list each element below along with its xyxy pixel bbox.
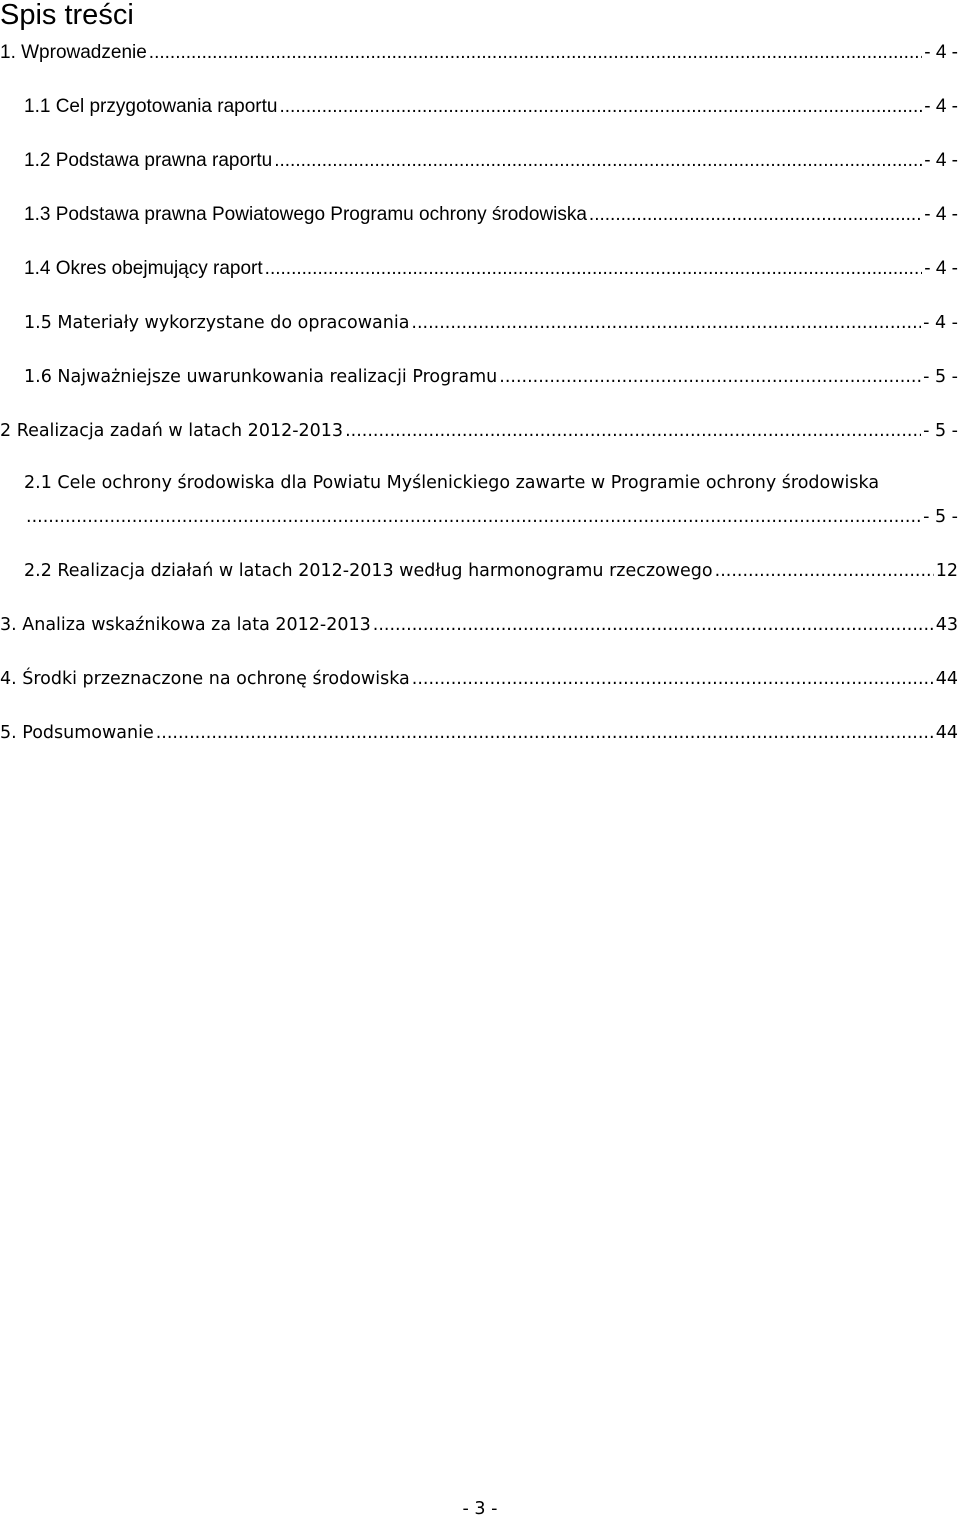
toc-entry-page: - 4 - <box>924 204 958 225</box>
toc-entry-label: 4. Środki przeznaczone na ochronę środowiska <box>0 669 410 689</box>
toc-entry-label: 1.1 Cel przygotowania raportu <box>24 96 278 117</box>
toc-entry-label: 2.2 Realizacja działań w latach 2012-2013 według harmonogramu rzeczowego <box>24 561 713 581</box>
dot-leader <box>411 310 921 336</box>
toc-entry-srodki[interactable] <box>0 666 958 692</box>
toc-entry-page: 44 <box>935 723 958 743</box>
toc-entry-label: 5. Podsumowanie <box>0 723 154 743</box>
toc-entry-wprowadzenie[interactable] <box>0 40 958 66</box>
toc-entry-cel-przygotowania[interactable] <box>0 94 958 120</box>
dot-leader <box>279 94 922 120</box>
dot-leader <box>149 40 922 66</box>
dot-leader <box>373 612 934 638</box>
toc-entry-analiza-wskaznikowa[interactable] <box>0 612 958 638</box>
dot-leader <box>274 148 922 174</box>
toc-entry-label: 1.4 Okres obejmujący raport <box>24 258 263 279</box>
toc-entry-label: 1.2 Podstawa prawna raportu <box>24 150 273 171</box>
toc-entry-label: 2 Realizacja zadań w latach 2012-2013 <box>0 421 344 441</box>
dot-leader <box>26 504 921 530</box>
toc-entry-page: 12 <box>935 561 958 581</box>
page-number: - 3 - <box>462 1499 498 1519</box>
toc-entry-label: 1.3 Podstawa prawna Powiatowego Programu ochrony środowiska <box>24 204 587 225</box>
toc-entry-uwarunkowania[interactable] <box>0 364 958 390</box>
toc-entry-materialy[interactable] <box>0 310 958 336</box>
toc-entry-page: - 4 - <box>923 313 958 333</box>
toc-entry-label: 1.6 Najważniejsze uwarunkowania realizacji Programu <box>24 367 498 387</box>
toc-entry-page: 44 <box>935 669 958 689</box>
toc-entry-cele-ochrony[interactable] <box>0 504 958 530</box>
dot-leader <box>265 256 923 282</box>
toc-entry-label: 3. Analiza wskaźnikowa za lata 2012-2013 <box>0 615 371 635</box>
dot-leader <box>156 720 934 746</box>
toc-entry-podstawa-prawna-programu[interactable] <box>0 202 958 228</box>
toc-entry-page: - 5 - <box>923 367 958 387</box>
toc-entry-page: - 5 - <box>923 507 958 527</box>
toc-entry-page: - 4 - <box>924 42 958 63</box>
toc-entry-cele-ochrony-label[interactable]: 2.1 Cele ochrony środowiska dla Powiatu Myślenickiego zawarte w Programie ochrony środowiska <box>24 473 880 493</box>
toc-entry-realizacja-zadan[interactable] <box>0 418 958 444</box>
dot-leader <box>412 666 934 692</box>
toc-entry-page: - 4 - <box>924 96 958 117</box>
dot-leader <box>345 418 921 444</box>
toc-entry-page: - 5 - <box>923 421 958 441</box>
toc-entry-page: - 4 - <box>924 150 958 171</box>
toc-title: Spis treści <box>0 0 134 31</box>
dot-leader <box>589 202 922 228</box>
toc-entry-label: 1.5 Materiały wykorzystane do opracowania <box>24 313 410 333</box>
toc-entry-label: 1. Wprowadzenie <box>0 42 147 63</box>
toc-entry-podstawa-prawna-raportu[interactable] <box>0 148 958 174</box>
toc-entry-realizacja-dzialan[interactable] <box>0 558 958 584</box>
toc-entry-page: - 4 - <box>924 258 958 279</box>
dot-leader <box>499 364 921 390</box>
toc-entry-okres-raportu[interactable] <box>0 256 958 282</box>
dot-leader <box>715 558 934 584</box>
toc-entry-page: 43 <box>935 615 958 635</box>
toc-entry-podsumowanie[interactable] <box>0 720 958 746</box>
